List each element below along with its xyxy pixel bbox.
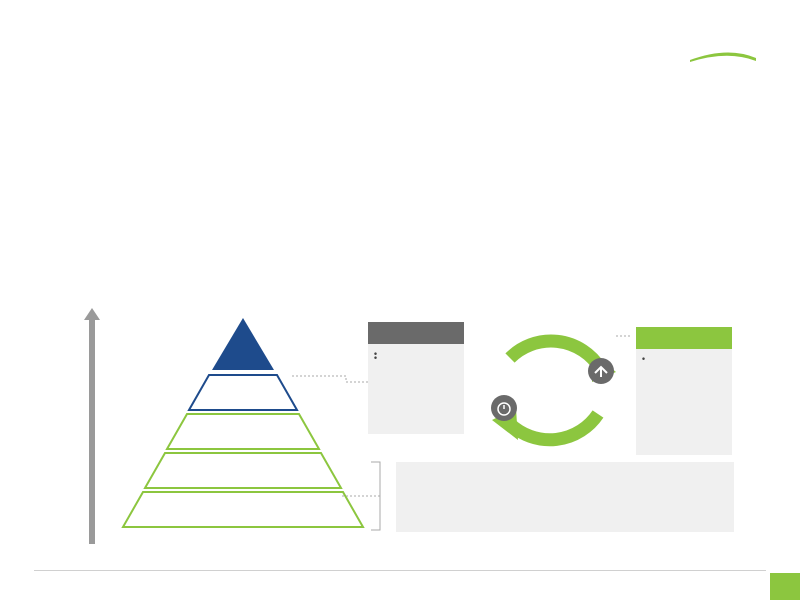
interest-list xyxy=(372,350,464,354)
interest-card-title xyxy=(368,322,464,344)
marketing-cycle xyxy=(470,318,630,458)
page-number xyxy=(770,573,800,600)
professional-card-title xyxy=(636,327,732,349)
summary-box xyxy=(396,462,734,532)
footer-divider xyxy=(34,570,766,571)
